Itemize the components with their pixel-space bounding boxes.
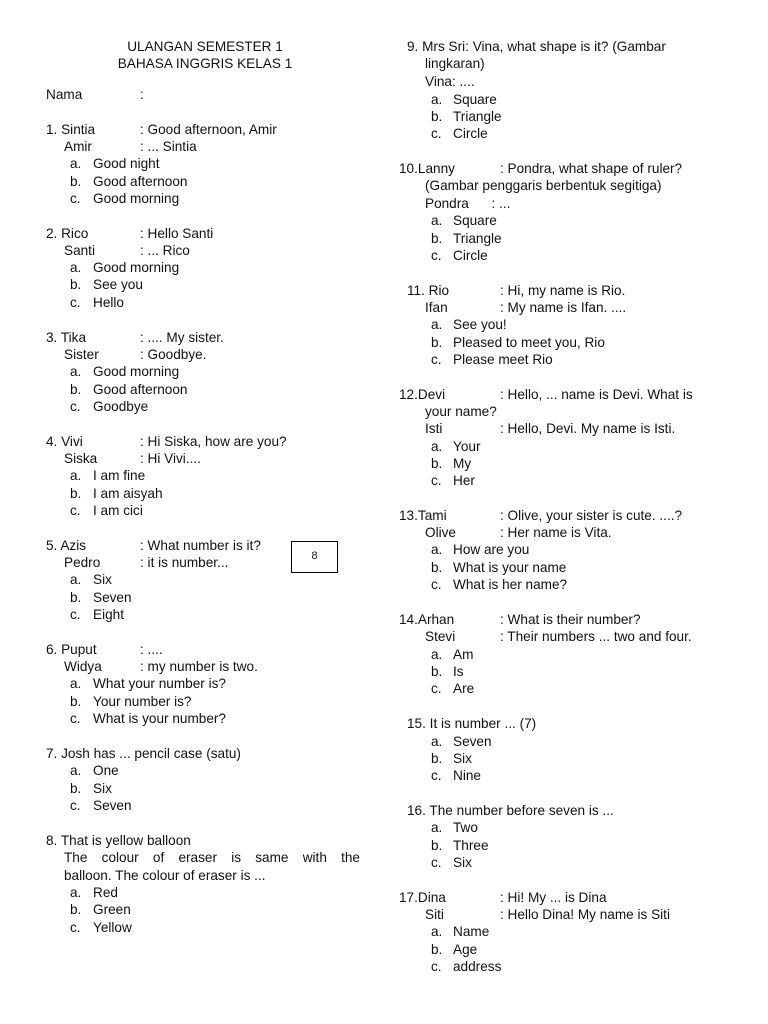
q6-line-1: : ....	[140, 642, 163, 657]
q7-text: 7. Josh has ... pencil case (satu)	[46, 746, 241, 761]
q5-speaker-2: Pedro	[64, 555, 101, 570]
q15-text: 15. It is number ... (7)	[407, 716, 537, 731]
q5-option-c: Eight	[93, 607, 124, 622]
option-letter: c.	[70, 399, 81, 414]
option-letter: a.	[431, 92, 443, 107]
option-letter: b.	[431, 560, 443, 575]
q1-line-1: : Good afternoon, Amir	[140, 122, 277, 137]
option-letter: c.	[431, 126, 442, 141]
exam-header	[0, 38, 410, 72]
option-letter: b.	[431, 751, 443, 766]
name-label: Nama	[46, 87, 83, 102]
q13-option-b: What is your name	[453, 560, 567, 575]
q14-speaker-1: 14.Arhan	[399, 612, 455, 627]
q3-line-2: : Goodbye.	[140, 347, 207, 362]
q2-option-c: Hello	[93, 295, 124, 310]
q9-text-1: 9. Mrs Sri: Vina, what shape is it? (Gambar	[407, 39, 666, 54]
q10-text-2: Pondra : ...	[425, 196, 511, 211]
q7-option-c: Seven	[93, 798, 132, 813]
q17-option-c: address	[453, 959, 502, 974]
q11-speaker-1: 11. Rio	[407, 283, 450, 298]
option-letter: b.	[431, 664, 443, 679]
option-letter: b.	[431, 838, 443, 853]
q3-speaker-1: 3. Tika	[46, 330, 87, 345]
q3-line-1: : .... My sister.	[140, 330, 224, 345]
q3-speaker-2: Sister	[64, 347, 99, 362]
q13-line-1: : Olive, your sister is cute. ....?	[500, 508, 683, 523]
q1-line-2: : ... Sintia	[140, 139, 197, 154]
number-box: 8	[291, 541, 338, 573]
q2-option-b: See you	[93, 277, 143, 292]
q12-text-1: your name?	[425, 404, 497, 419]
q12-line-1: : Hello, ... name is Devi. What is	[500, 387, 693, 402]
option-letter: a.	[70, 156, 82, 171]
option-letter: b.	[70, 902, 82, 917]
q3-option-b: Good afternoon	[93, 382, 188, 397]
q7-option-b: Six	[93, 781, 112, 796]
exam-subtitle: BAHASA INGGRIS KELAS 1	[117, 56, 293, 71]
option-letter: c.	[431, 855, 442, 870]
q13-speaker-2: Olive	[425, 525, 456, 540]
q16-option-b: Three	[453, 838, 489, 853]
q2-line-1: : Hello Santi	[140, 226, 214, 241]
q12-option-a: Your	[453, 439, 481, 454]
q11-option-a: See you!	[453, 317, 507, 332]
q4-option-c: I am cici	[93, 503, 143, 518]
q10-option-b: Triangle	[453, 231, 502, 246]
q11-option-c: Please meet Rio	[453, 352, 553, 367]
q2-speaker-1: 2. Rico	[46, 226, 89, 241]
q6-option-c: What is your number?	[93, 711, 226, 726]
q4-line-1: : Hi Siska, how are you?	[140, 434, 287, 449]
q6-line-2: : my number is two.	[140, 659, 258, 674]
option-letter: b.	[70, 486, 82, 501]
q1-option-b: Good afternoon	[93, 174, 188, 189]
q6-speaker-2: Widya	[64, 659, 102, 674]
option-letter: c.	[431, 248, 442, 263]
option-letter: b.	[431, 335, 443, 350]
q8-option-c: Yellow	[93, 920, 132, 935]
q12-speaker-2: Isti	[425, 421, 443, 436]
option-letter: c.	[431, 959, 442, 974]
q2-option-a: Good morning	[93, 260, 180, 275]
q15-option-b: Six	[453, 751, 472, 766]
q11-line-1: : Hi, my name is Rio.	[500, 283, 626, 298]
q17-line-2: : Hello Dina! My name is Siti	[500, 907, 670, 922]
q1-option-c: Good morning	[93, 191, 180, 206]
q5-line-1: : What number is it?	[140, 538, 261, 553]
q10-text-1: (Gambar penggaris berbentuk segitiga)	[425, 178, 662, 193]
q6-speaker-1: 6. Puput	[46, 642, 97, 657]
q2-line-2: : ... Rico	[140, 243, 190, 258]
q3-option-a: Good morning	[93, 364, 180, 379]
q8-text-2: The colour of eraser is same with the	[64, 850, 360, 865]
option-letter: b.	[70, 277, 82, 292]
q16-option-c: Six	[453, 855, 472, 870]
option-letter: a.	[70, 885, 82, 900]
q17-speaker-2: Siti	[425, 907, 444, 922]
q10-line-1: : Pondra, what shape of ruler?	[500, 161, 683, 176]
q5-option-b: Seven	[93, 590, 132, 605]
q2-speaker-2: Santi	[64, 243, 95, 258]
option-letter: c.	[70, 191, 81, 206]
option-letter: a.	[70, 260, 82, 275]
option-letter: c.	[431, 352, 442, 367]
option-letter: c.	[70, 798, 81, 813]
q4-option-a: I am fine	[93, 468, 146, 483]
option-letter: c.	[70, 920, 81, 935]
option-letter: a.	[70, 364, 82, 379]
option-letter: c.	[431, 577, 442, 592]
q17-line-1: : Hi! My ... is Dina	[500, 890, 607, 905]
option-letter: b.	[431, 109, 443, 124]
option-letter: a.	[431, 439, 443, 454]
q8-option-a: Red	[93, 885, 118, 900]
option-letter: a.	[431, 924, 443, 939]
option-letter: c.	[70, 711, 81, 726]
option-letter: b.	[431, 456, 443, 471]
q12-line-2: : Hello, Devi. My name is Isti.	[500, 421, 676, 436]
q13-option-c: What is her name?	[453, 577, 568, 592]
q16-text: 16. The number before seven is ...	[407, 803, 614, 818]
option-letter: c.	[70, 295, 81, 310]
option-letter: a.	[431, 542, 443, 557]
option-letter: b.	[431, 231, 443, 246]
q15-option-c: Nine	[453, 768, 481, 783]
q9-option-a: Square	[453, 92, 497, 107]
q9-option-c: Circle	[453, 126, 488, 141]
option-letter: b.	[70, 382, 82, 397]
q4-speaker-1: 4. Vivi	[46, 434, 83, 449]
q4-speaker-2: Siska	[64, 451, 98, 466]
q4-option-b: I am aisyah	[93, 486, 163, 501]
q5-option-a: Six	[93, 572, 112, 587]
q7-option-a: One	[93, 763, 119, 778]
q16-option-a: Two	[453, 820, 478, 835]
q10-option-c: Circle	[453, 248, 488, 263]
q8-option-b: Green	[93, 902, 131, 917]
q3-option-c: Goodbye	[93, 399, 149, 414]
option-letter: a.	[431, 820, 443, 835]
option-letter: b.	[431, 942, 443, 957]
q9-text-3: Vina: ....	[425, 74, 475, 89]
option-letter: a.	[70, 676, 82, 691]
option-letter: a.	[70, 572, 82, 587]
option-letter: a.	[431, 647, 443, 662]
q11-option-b: Pleased to meet you, Rio	[453, 335, 605, 350]
option-letter: c.	[431, 768, 442, 783]
option-letter: b.	[70, 174, 82, 189]
name-colon: :	[140, 87, 144, 102]
q10-speaker-1: 10.Lanny	[399, 161, 455, 176]
exam-title: ULANGAN SEMESTER 1	[127, 39, 283, 54]
option-letter: b.	[70, 694, 82, 709]
q14-option-c: Are	[453, 681, 475, 696]
q13-speaker-1: 13.Tami	[399, 508, 447, 523]
q1-option-a: Good night	[93, 156, 160, 171]
q9-text-2: lingkaran)	[425, 56, 485, 71]
q14-option-b: Is	[453, 664, 464, 679]
q6-option-b: Your number is?	[93, 694, 192, 709]
option-letter: a.	[431, 734, 443, 749]
q5-line-2: : it is number...	[140, 555, 229, 570]
q1-speaker-1: 1. Sintia	[46, 122, 96, 137]
q1-speaker-2: Amir	[64, 139, 92, 154]
option-letter: c.	[431, 681, 442, 696]
q5-speaker-1: 5. Azis	[46, 538, 87, 553]
q4-line-2: : Hi Vivi....	[140, 451, 201, 466]
q14-line-1: : What is their number?	[500, 612, 641, 627]
q12-option-c: Her	[453, 473, 475, 488]
q10-option-a: Square	[453, 213, 497, 228]
q17-option-b: Age	[453, 942, 478, 957]
q9-option-b: Triangle	[453, 109, 502, 124]
q14-speaker-2: Stevi	[425, 629, 456, 644]
q13-line-2: : Her name is Vita.	[500, 525, 612, 540]
q6-option-a: What your number is?	[93, 676, 226, 691]
option-letter: b.	[70, 590, 82, 605]
option-letter: a.	[431, 317, 443, 332]
q13-option-a: How are you	[453, 542, 530, 557]
option-letter: c.	[431, 473, 442, 488]
q12-speaker-1: 12.Devi	[399, 387, 446, 402]
option-letter: a.	[70, 468, 82, 483]
q17-option-a: Name	[453, 924, 490, 939]
option-letter: b.	[70, 781, 82, 796]
q17-speaker-1: 17.Dina	[399, 890, 446, 905]
q8-text-3: balloon. The colour of eraser is ...	[64, 868, 266, 883]
q8-text-1: 8. That is yellow balloon	[46, 833, 191, 848]
option-letter: c.	[70, 607, 81, 622]
q15-option-a: Seven	[453, 734, 492, 749]
q11-line-2: : My name is Ifan. ....	[500, 300, 627, 315]
option-letter: a.	[431, 213, 443, 228]
option-letter: a.	[70, 763, 82, 778]
q14-option-a: Am	[453, 647, 474, 662]
q11-speaker-2: Ifan	[425, 300, 448, 315]
q14-line-2: : Their numbers ... two and four.	[500, 629, 692, 644]
q12-option-b: My	[453, 456, 472, 471]
option-letter: c.	[70, 503, 81, 518]
